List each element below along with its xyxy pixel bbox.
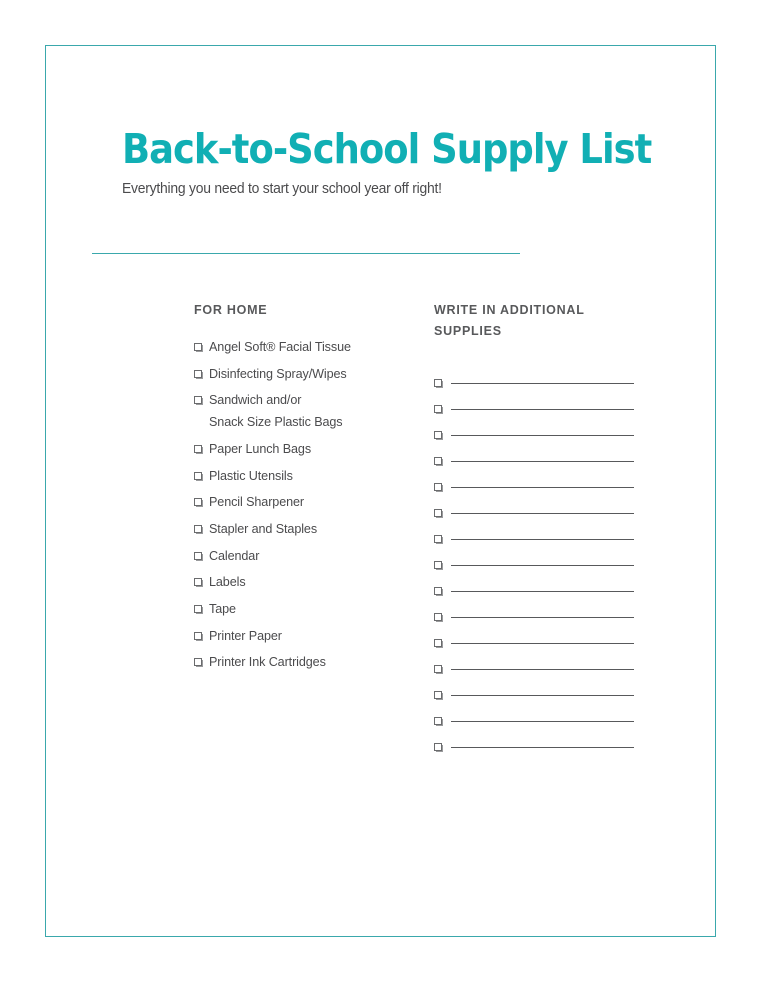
write-in-row[interactable] <box>434 734 634 760</box>
list-item-label: Printer Ink Cartridges <box>209 655 326 670</box>
checkbox-empty-icon[interactable] <box>194 525 202 533</box>
list-item-label: Printer Paper <box>209 628 282 643</box>
write-in-field[interactable] <box>451 617 634 618</box>
checkbox-empty-icon[interactable] <box>434 639 442 647</box>
checkbox-empty-icon[interactable] <box>194 498 202 506</box>
checkbox-empty-icon[interactable] <box>434 717 442 725</box>
checkbox-empty-icon[interactable] <box>194 605 202 613</box>
write-in-row[interactable] <box>434 500 634 526</box>
write-in-field[interactable] <box>451 539 634 540</box>
write-in-field[interactable] <box>451 695 634 696</box>
list-item[interactable] <box>194 574 409 591</box>
write-in-row[interactable] <box>434 474 634 500</box>
list-item-label: Calendar <box>209 548 260 563</box>
checkbox-empty-icon[interactable] <box>434 431 442 439</box>
list-item[interactable] <box>194 494 409 511</box>
printable-page <box>45 45 716 937</box>
checkbox-empty-icon[interactable] <box>194 370 202 378</box>
list-item[interactable] <box>194 601 409 618</box>
checkbox-empty-icon[interactable] <box>194 396 202 404</box>
list-item-label: Angel Soft® Facial Tissue <box>209 340 351 354</box>
checkbox-empty-icon[interactable] <box>434 509 442 517</box>
checkbox-empty-icon[interactable] <box>194 343 202 351</box>
write-in-field[interactable] <box>451 565 634 566</box>
write-in-row[interactable] <box>434 578 634 604</box>
checkbox-empty-icon[interactable] <box>434 535 442 543</box>
write-in-field[interactable] <box>451 435 634 436</box>
write-in-heading: WRITE IN ADDITIONAL SUPPLIES <box>434 303 585 338</box>
list-item-label: Sandwich and/or <box>209 393 302 408</box>
write-in-field[interactable] <box>451 383 634 384</box>
write-in-row[interactable] <box>434 682 634 708</box>
checkbox-empty-icon[interactable] <box>434 483 442 491</box>
page-title: Back-to-School Supply List <box>122 125 652 173</box>
header-divider <box>92 253 520 254</box>
write-in-field[interactable] <box>451 721 634 722</box>
column-write-in <box>434 300 634 760</box>
list-item-label: Tape <box>209 601 236 616</box>
list-item[interactable] <box>194 654 409 671</box>
write-in-field[interactable] <box>451 513 634 514</box>
write-in-field[interactable] <box>451 591 634 592</box>
write-in-row[interactable] <box>434 370 634 396</box>
page-subtitle: Everything you need to start your school year off right! <box>122 181 442 197</box>
list-item-label: Stapler and Staples <box>209 521 318 536</box>
list-item[interactable] <box>194 392 409 431</box>
checkbox-empty-icon[interactable] <box>434 561 442 569</box>
for-home-heading: FOR HOME <box>194 303 268 317</box>
write-in-row[interactable] <box>434 708 634 734</box>
write-in-row[interactable] <box>434 526 634 552</box>
checklist-columns <box>46 300 760 760</box>
write-in-row[interactable] <box>434 630 634 656</box>
page-header <box>122 125 722 197</box>
write-in-field[interactable] <box>451 409 634 410</box>
write-in-field[interactable] <box>451 747 634 748</box>
checkbox-empty-icon[interactable] <box>194 658 202 666</box>
checkbox-empty-icon[interactable] <box>194 578 202 586</box>
write-in-field[interactable] <box>451 643 634 644</box>
list-item-label: Labels <box>209 575 246 590</box>
checkbox-empty-icon[interactable] <box>434 379 442 387</box>
checkbox-empty-icon[interactable] <box>194 552 202 560</box>
write-in-row[interactable] <box>434 448 634 474</box>
list-item-label: Plastic Utensils <box>209 468 293 483</box>
write-in-field[interactable] <box>451 487 634 488</box>
write-in-field[interactable] <box>451 461 634 462</box>
write-in-row[interactable] <box>434 604 634 630</box>
checkbox-empty-icon[interactable] <box>434 457 442 465</box>
write-in-list <box>434 370 634 760</box>
list-item-label-continued: Snack Size Plastic Bags <box>209 415 343 430</box>
write-in-row[interactable] <box>434 656 634 682</box>
list-item[interactable] <box>194 441 409 458</box>
checkbox-empty-icon[interactable] <box>434 691 442 699</box>
write-in-row[interactable] <box>434 422 634 448</box>
list-item[interactable] <box>194 339 409 356</box>
checkbox-empty-icon[interactable] <box>434 743 442 751</box>
write-in-field[interactable] <box>451 669 634 670</box>
checkbox-empty-icon[interactable] <box>194 445 202 453</box>
list-item[interactable] <box>194 366 409 383</box>
checkbox-empty-icon[interactable] <box>434 405 442 413</box>
checkbox-empty-icon[interactable] <box>434 587 442 595</box>
list-item[interactable] <box>194 468 409 485</box>
for-home-list <box>194 339 409 672</box>
write-in-row[interactable] <box>434 396 634 422</box>
list-item-label: Pencil Sharpener <box>209 495 305 510</box>
list-item[interactable] <box>194 521 409 538</box>
checkbox-empty-icon[interactable] <box>434 665 442 673</box>
list-item-label: Disinfecting Spray/Wipes <box>209 366 347 381</box>
column-for-home <box>194 300 409 681</box>
checkbox-empty-icon[interactable] <box>434 613 442 621</box>
checkbox-empty-icon[interactable] <box>194 472 202 480</box>
list-item[interactable] <box>194 628 409 645</box>
list-item[interactable] <box>194 548 409 565</box>
write-in-row[interactable] <box>434 552 634 578</box>
list-item-label: Paper Lunch Bags <box>209 441 312 456</box>
checkbox-empty-icon[interactable] <box>194 632 202 640</box>
